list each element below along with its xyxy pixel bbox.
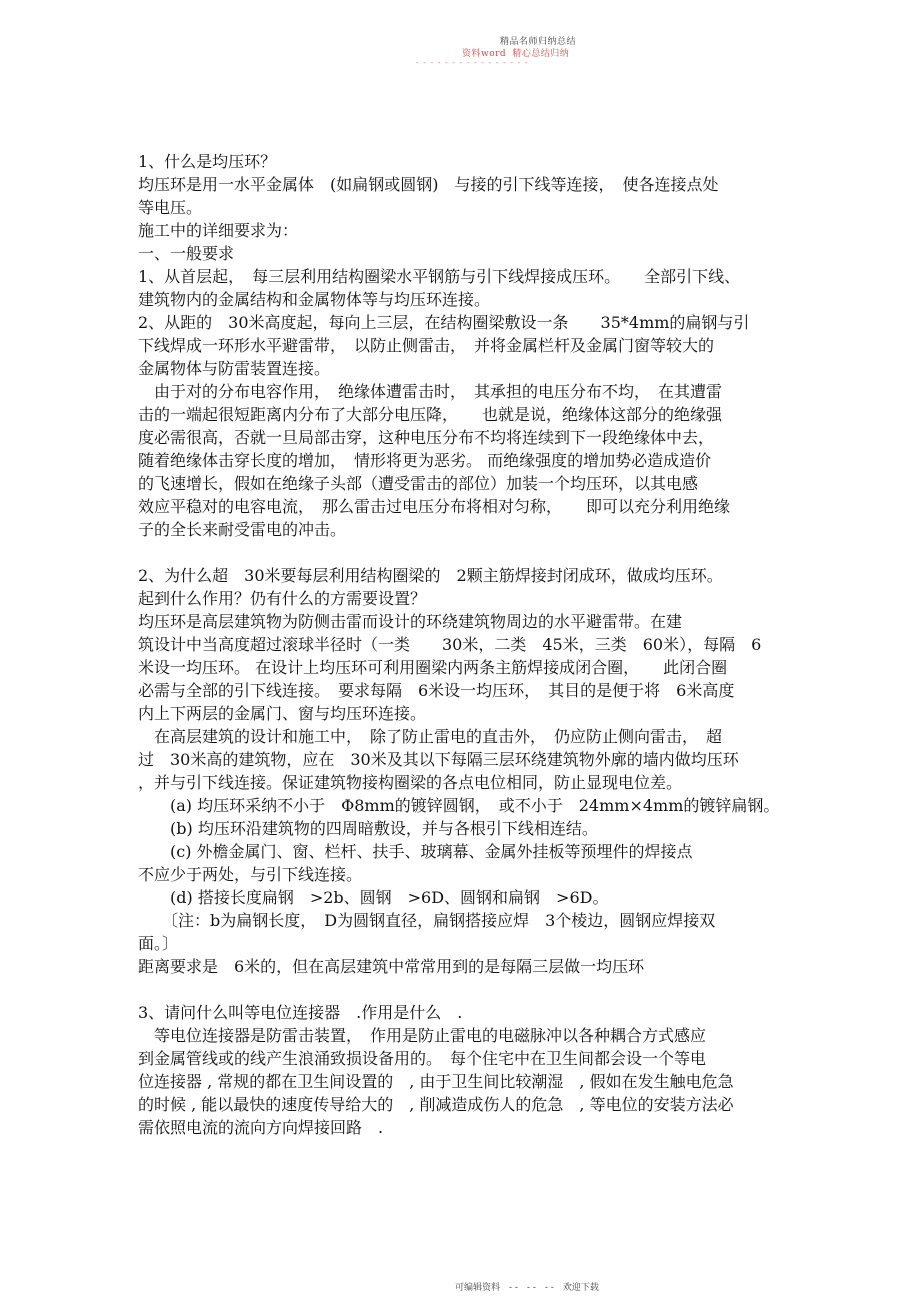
text-line: 度必需很高，否就一旦局部击穿，这种电压分布不均将连续到下一段绝缘体中去， — [138, 428, 715, 447]
text-line: 位连接器 , 常规的都在卫生间设置的 , 由于卫生间比较潮湿 , 假如在发生触电危急 — [138, 1072, 734, 1091]
document-body — [138, 150, 788, 1139]
text-line: 距离要求是 6米的，但在高层建筑中常常用到的是每隔三层做一均压环 — [138, 957, 645, 976]
text-line: 的飞速增长，假如在绝缘子头部（遭受雷击的部位）加装一个均压环，以其电感 — [138, 474, 699, 493]
text-line: 击的一端起很短距离内分布了大部分电压降， 也就是说，绝缘体这部分的绝缘强 — [138, 405, 723, 424]
list-item-c: (c) 外檐金属门、窗、栏杆、扶手、玻璃幕、金属外挂板等预埋件的焊接点 — [138, 842, 693, 861]
text-line: 等电位连接器是防雷击装置， 作用是防止雷电的电磁脉冲以各种耦合方式感应 — [138, 1026, 707, 1045]
text-line: 过 30米高的建筑物，应在 30米及其以下每隔三层环绕建筑物外廓的墙内做均压环 — [138, 750, 739, 769]
header-dash-line: - - - - - - - - - - - - - - - - — [416, 58, 529, 67]
text-line: 的时候 , 能以最快的速度传导给大的 , 削减造成伤人的危急 , 等电位的安装方法必 — [138, 1095, 734, 1114]
text-line: 必需与全部的引下线连接。 要求每隔 6米设一均压环， 其目的是便于将 6米高度 — [138, 681, 735, 700]
text-line: 均压环是用一水平金属体 (如扁钢或圆钢) 与接的引下线等连接， 使各连接点处 — [138, 175, 719, 194]
paragraph-gap — [138, 978, 788, 1001]
text-line: 随着绝缘体击穿长度的增加， 情形将更为恶劣。 而绝缘强度的增加势必造成造价 — [138, 451, 712, 470]
subsection-heading: 一、一般要求 — [138, 244, 235, 263]
text-line: 到金属管线或的线产生浪涌致损设备用的。 每个住宅中在卫生间都会设一个等电 — [138, 1049, 707, 1068]
text-line: 起到什么作用？仍有什么的方需要设置？ — [138, 589, 427, 608]
section-3-heading: 3、请问什么叫等电位连接器 .作用是什么 . — [138, 1003, 463, 1022]
list-item-b: (b) 均压环沿建筑物的四周暗敷设，并与各根引下线相连结。 — [138, 819, 598, 838]
text-line: 下线焊成一环形水平避雷带， 以防止侧雷击， 并将金属栏杆及金属门窗等较大的 — [138, 336, 715, 355]
text-line: ，并与引下线连接。保证建筑物接构圈梁的各点电位相同，防止显现电位差。 — [138, 773, 683, 792]
text-line: 米设一均压环。 在设计上均压环可利用圈梁内两条主筋焊接成闭合圈， 此闭合圈 — [138, 658, 728, 677]
text-line: 不应少于两处，与引下线连接。 — [138, 865, 363, 884]
list-item-d: (d) 搭接长度扁钢 >2b、圆钢 >6D、圆钢和扁钢 >6D。 — [138, 888, 609, 907]
text-line: 在高层建筑的设计和施工中， 除了防止雷电的直击外， 仍应防止侧向雷击， 超 — [138, 727, 723, 746]
text-line: 子的全长来耐受雷电的冲击。 — [138, 520, 347, 539]
text-line: 等电压。 — [138, 198, 203, 217]
text-line: 需依照电流的流向方向焊接回路 . — [138, 1118, 384, 1137]
header-title: 精品名师归纳总结 — [500, 37, 577, 47]
text-line: 筑设计中当高度超过滚球半径时（一类 30米，二类 45米，三类 60米），每隔 6 — [138, 635, 762, 654]
text-line: 效应平稳对的电容电流， 那么雷击过电压分布将相对匀称， 即可以充分利用绝缘 — [138, 497, 731, 516]
text-line: 施工中的详细要求为： — [138, 221, 299, 240]
section-2-heading: 2、为什么超 30米要每层利用结构圈梁的 2颗主筋焊接封闭成环，做成均压环。 — [138, 566, 723, 585]
text-line: 均压环是高层建筑物为防侧击雷而设计的环绕建筑物周边的水平避雷带。在建 — [138, 612, 683, 631]
text-line: 建筑物内的金属结构和金属物体等与均压环连接。 — [138, 290, 491, 309]
text-line: 由于对的分布电容作用， 绝缘体遭雷击时， 其承担的电压分布不均， 在其遭雷 — [138, 382, 723, 401]
text-line: 金属物体与防雷装置连接。 — [138, 359, 331, 378]
page-footer: 可编辑资料 - - - - - - 欢迎下载 — [455, 1283, 599, 1293]
note-line: 面。〕 — [138, 934, 179, 953]
section-1-heading: 1、什么是均压环？ — [138, 152, 277, 171]
paragraph-gap — [138, 541, 788, 564]
text-line: 内上下两层的金属门、窗与均压环连接。 — [138, 704, 427, 723]
text-line: 1、从首层起， 每三层利用结构圈梁水平钢筋与引下线焊接成压环。 全部引下线、 — [138, 267, 741, 286]
header-subtitle-left: 资料word — [462, 49, 507, 59]
header-subtitle-right: 精心总结归纳 — [512, 49, 570, 59]
list-item-a: (a) 均压环采纳不小于 Φ8mm的镀锌圆钢， 或不小于 24mm×4mm的镀锌扁钢。 — [138, 796, 780, 815]
text-line: 2、从距的 30米高度起，每向上三层，在结构圈梁敷设一条 35*4mm的扁钢与引 — [138, 313, 750, 332]
note-line: 〔注：b为扁钢长度， D为圆钢直径，扁钢搭接应焊 3个棱边，圆钢应焊接双 — [138, 911, 716, 930]
